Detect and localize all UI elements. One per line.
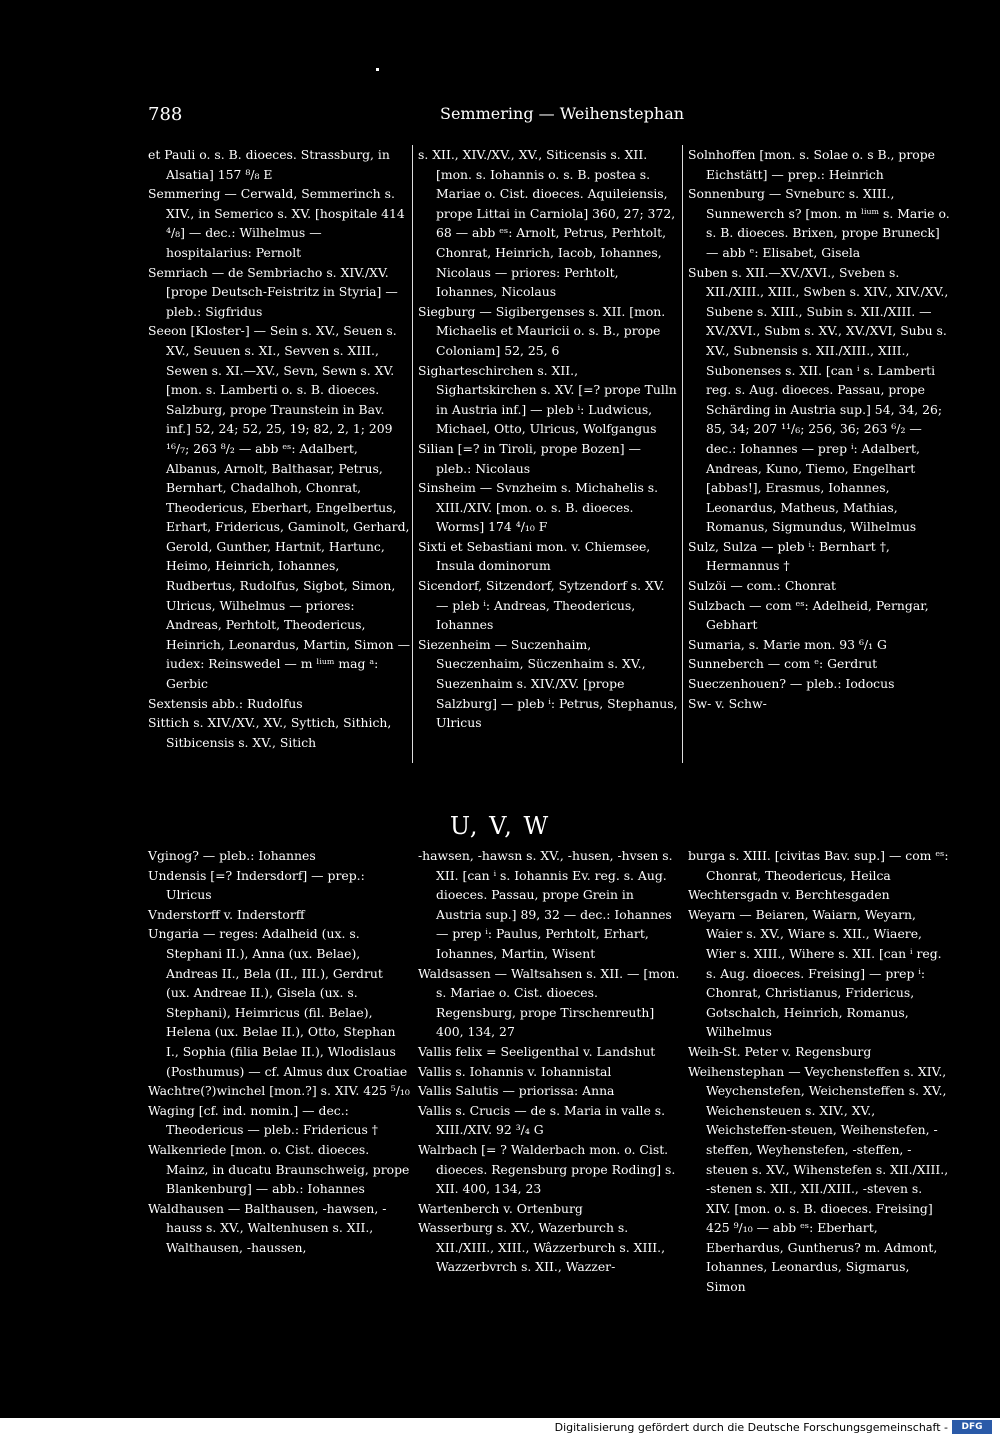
- column-rule: [412, 145, 413, 763]
- entry: Sittich s. XIV./XV., XV., Syttich, Sithich, Sitbicensis s. XV., Sitich: [148, 715, 392, 750]
- speck-mark: [376, 68, 379, 71]
- entry: Sulzbach — com ᵉˢ: Adelheid, Perngar, Gebhart: [688, 597, 929, 633]
- entry: Sicendorf, Sitzendorf, Sytzendorf s. XV. — pleb ⁱ: Andreas, Theodericus, Iohannes: [418, 578, 665, 633]
- entry: et Pauli o. s. B. dioeces. Strassburg, in Alsatia] 157 ⁸/₈ E: [148, 147, 390, 182]
- column-rule: [682, 145, 683, 763]
- entry: Siegburg — Sigibergenses s. XII. [mon. Michaelis et Mauricii o. s. B., prope Coloniam] 52, 25, 6: [418, 303, 666, 358]
- entry: Sixti et Sebastiani mon. v. Chiemsee, Insula dominorum: [418, 538, 651, 574]
- entry: Vginog? — pleb.: Iohannes: [148, 848, 316, 863]
- entry: Wachtre(?)winchel [mon.?] s. XIV. 425 ⁵/₁₀: [148, 1083, 410, 1099]
- entry: Wasserburg s. XV., Wazerburch s. XII./XIII., XIII., Wâzzerburch s. XIII., Wazzerbvrch s. XII., Wazzer-: [418, 1220, 666, 1275]
- entry: Weyarn — Beiaren, Waiarn, Weyarn, Waier s. XV., Wiare s. XII., Wiaere, Wier s. XIII., Wihere s. XII. [can ⁱ reg. s. Aug. dioeces. Freising] — prep ⁱ: Chonrat, Christianus, Fridericus, Gotschalch, Heinrich, Romanus, Wilhelmus: [688, 906, 942, 1040]
- entry: Vallis Salutis — priorissa: Anna: [418, 1083, 615, 1099]
- page-number: 788: [148, 104, 183, 125]
- footer-bar: [0, 1418, 1000, 1437]
- entry: Sulz, Sulza — pleb ⁱ: Bernhart †, Hermannus †: [688, 538, 890, 574]
- entry: Sw- v. Schw-: [688, 695, 767, 711]
- entry: Ungaria — reges: Adalheid (ux. s. Stephani II.), Anna (ux. Belae), Andreas II., Bela (II., III.), Gerdrut (ux. Andreae II.), Gisela (ux. s. Stephani), Heimricus (fil. Belae), Helena (ux. Belae II.), Otto, Stephan I., Sophia (filia Belae II.), Wlodislaus (Posthumus) — cf. Almus dux Croatiae: [148, 926, 408, 1079]
- entry: Waldhausen — Balthausen, -hawsen, -hauss s. XV., Waltenhusen s. XII., Walthausen, -haussen,: [148, 1200, 387, 1255]
- dfg-logo: DFG: [952, 1420, 992, 1434]
- entry: Sigharteschirchen s. XII., Sighartskirchen s. XV. [=? prope Tulln in Austria inf.] — pleb ⁱ: Ludwicus, Michael, Otto, Ulricus, Wolfgangus: [418, 362, 677, 437]
- entry: Sueczenhouen? — pleb.: Iodocus: [688, 676, 895, 692]
- top-column-1: [148, 145, 410, 752]
- entry: Semriach — de Sembriacho s. XIV./XV. [prope Deutsch-Feistritz in Styria] — pleb.: Sigfridus: [148, 264, 398, 319]
- entry: Vnderstorff v. Inderstorff: [148, 906, 305, 922]
- entry: Suben s. XII.—XV./XVI., Sveben s. XII./XIII., XIII., Swben s. XIV., XIV./XV., Subene s. XIII., Subin s. XII./XIII. — XV./XVI., Subm s. XV., XV./XVI, Subu s. XV., Subnensis s. XII./XIII., XIII., Subonenses s. XII. [can ⁱ s. Lamberti reg. s. Aug. dioeces. Passau, prope Schärding in Austria sup.] 54, 34, 26; 85, 34; 207 ¹¹/₆; 256, 36; 263 ⁶/₂ — dec.: Iohannes — prep ⁱ: Adalbert, Andreas, Kuno, Tiemo, Engelhart [abbas!], Erasmus, Iohannes, Leonardus, Matheus, Mathias, Romanus, Sigmundus, Wilhelmus: [688, 264, 949, 535]
- entry: -hawsen, -hawsn s. XV., -husen, -hvsen s. XII. [can ⁱ s. Iohannis Ev. reg. s. Aug. dioeces. Passau, prope Grein in Austria sup.] 89, 32 — dec.: Iohannes — prep ⁱ: Paulus, Perhtolt, Erhart, Iohannes, Martin, Wisent: [418, 848, 673, 961]
- bottom-column-1: [148, 846, 410, 1257]
- top-column-2: [418, 145, 680, 733]
- entry: Waging [cf. ind. nomin.] — dec.: Theodericus — pleb.: Fridericus †: [148, 1102, 378, 1138]
- entry: Silian [=? in Tiroli, prope Bozen] — pleb.: Nicolaus: [418, 440, 641, 476]
- entry: Weih-St. Peter v. Regensburg: [688, 1043, 872, 1059]
- entry: Wechtersgadn v. Berchtesgaden: [688, 887, 890, 903]
- entry: Vallis s. Crucis — de s. Maria in valle s. XIII./XIV. 92 ³/₄ G: [418, 1102, 666, 1138]
- entry: Weihenstephan — Veychensteffen s. XIV., Weychenstefen, Weichensteffen s. XV., Weichensteuen s. XIV., XV., Weichsteffen-steuen, Weihenstefen, -steffen, Weyhenstefen, -steffen, -steuen s. XV., Wihenstefen s. XII./XIII., -stenen s. XII., XII./XIII., -steven s. XIV. [mon. o. s. B. dioeces. Freising] 425 ⁹/₁₀ — abb ᵉˢ: Eberhart, Eberhardus, Guntherus? m. Admont, Iohannes, Leonardus, Sigmarus, Simon: [688, 1063, 949, 1295]
- entry: burga s. XIII. [civitas Bav. sup.] — com ᵉˢ: Chonrat, Theodericus, Heilca: [688, 848, 949, 883]
- entry: Vallis felix = Seeligenthal v. Landshut: [418, 1043, 656, 1059]
- top-column-3: [688, 145, 950, 713]
- entry: Sextensis abb.: Rudolfus: [148, 695, 303, 711]
- entry: Sunneberch — com ᵉ: Gerdrut: [688, 656, 878, 672]
- entry: Vallis s. Iohannis v. Iohannistal: [418, 1063, 612, 1079]
- running-head: Semmering — Weihenstephan: [440, 104, 685, 123]
- entry: Seeon [Kloster-] — Sein s. XV., Seuen s. XV., Seuuen s. XI., Sevven s. XIII., Sewen s. XI.—XV., Sevn, Sewn s. XV. [mon. s. Lamberti o. s. B. dioeces. Salzburg, prope Traunstein in Bav. inf.] 52, 24; 52, 25, 19; 82, 2, 1; 209 ¹⁶/₇; 263 ⁸/₂ — abb ᵉˢ: Adalbert, Albanus, Arnolt, Balthasar, Petrus, Bernhart, Chadalhoh, Chonrat, Theodericus, Eberhart, Engelbertus, Erhart, Fridericus, Gaminolt, Gerhard, Gerold, Gunther, Hartnit, Hartunc, Heimo, Heinrich, Iohannes, Rudbertus, Rudolfus, Sigbot, Simon, Ulricus, Wilhelmus — priores: Andreas, Perhtolt, Theodericus, Heinrich, Leonardus, Martin, Simon — iudex: Reinswedel — m ˡⁱᵘᵐ mag ᵃ: Gerbic: [148, 323, 410, 692]
- bottom-column-3: [688, 846, 950, 1297]
- bottom-column-2: [418, 846, 680, 1277]
- entry: Wartenberch v. Ortenburg: [418, 1200, 583, 1216]
- entry: s. XII., XIV./XV., XV., Siticensis s. XII. [mon. s. Iohannis o. s. B. postea s. Mariae o. Cist. dioeces. Aquileiensis, prope Littai in Carniola] 360, 27; 372, 68 — abb ᵉˢ: Arnolt, Petrus, Perhtolt, Chonrat, Heinrich, Iacob, Iohannes, Nicolaus — priores: Perhtolt, Iohannes, Nicolaus: [418, 147, 676, 300]
- entry: Siezenheim — Suczenhaim, Sueczenhaim, Süczenhaim s. XV., Suezenhaim s. XIV./XV. [prope Salzburg] — pleb ⁱ: Petrus, Stephanus, Ulricus: [418, 636, 678, 731]
- entry: Solnhoffen [mon. s. Solae o. s B., prope Eichstätt] — prep.: Heinrich: [688, 147, 936, 182]
- entry: Sulzöi — com.: Chonrat: [688, 578, 837, 594]
- entry: Semmering — Cerwald, Semmerinch s. XIV., in Semerico s. XV. [hospitale 414 ⁴/₈] — dec.: Wilhelmus — hospitalarius: Pernolt: [148, 186, 405, 260]
- funding-notice: Digitalisierung gefördert durch die Deutsche Forschungsgemeinschaft -: [554, 1421, 948, 1434]
- entry: Undensis [=? Indersdorf] — prep.: Ulricus: [148, 867, 365, 903]
- entry: Walkenriede [mon. o. Cist. dioeces. Mainz, in ducatu Braunschweig, prope Blankenburg] — abb.: Iohannes: [148, 1141, 410, 1197]
- entry: Walrbach [= ? Walderbach mon. o. Cist. dioeces. Regensburg prope Roding] s. XII. 400, 134, 23: [418, 1141, 676, 1197]
- entry: Waldsassen — Waltsahsen s. XII. — [mon. s. Mariae o. Cist. dioeces. Regensburg, prope Tirschenreuth] 400, 134, 27: [418, 965, 680, 1040]
- entry: Sinsheim — Svnzheim s. Michahelis s. XIII./XIV. [mon. o. s. B. dioeces. Worms] 174 ⁴/₁₀ F: [418, 480, 659, 535]
- entry: Sonnenburg — Svneburc s. XIII., Sunnewerch s? [mon. m ˡⁱᵘᵐ s. Marie o. s. B. dioeces. Brixen, prope Bruneck] — abb ᵉ: Elisabet, Gisela: [688, 186, 950, 260]
- section-title: U, V, W: [449, 812, 551, 840]
- entry: Sumaria, s. Marie mon. 93 ⁶/₁ G: [688, 636, 887, 652]
